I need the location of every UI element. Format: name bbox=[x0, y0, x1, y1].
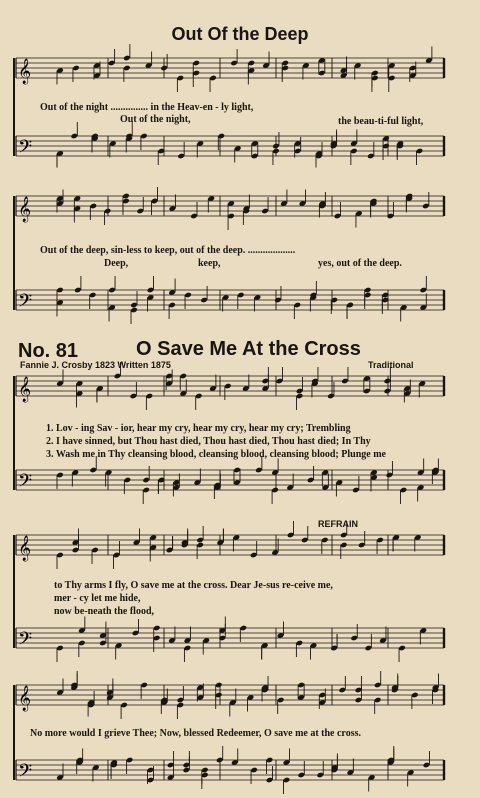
hymn1-lyric-yes: yes, out of the deep. bbox=[318, 258, 402, 269]
svg-text:𝄞: 𝄞 bbox=[18, 536, 32, 561]
system3-line: No more would I grieve Thee; Now, blessed Redeemer, O save me at the cross. bbox=[30, 728, 361, 739]
svg-text:𝄢: 𝄢 bbox=[18, 137, 33, 162]
hymn-number: No. 81 bbox=[18, 340, 79, 362]
svg-text:𝄞: 𝄞 bbox=[18, 59, 32, 84]
author-credit: Fannie J. Crosby 1823 Written 1875 bbox=[20, 360, 171, 370]
hymn1-lyric-alto2: the beau-ti-ful light, bbox=[338, 116, 424, 127]
hymn1-lyric-keep: keep, bbox=[198, 258, 221, 269]
hymn1-lyric-line1: Out of the night ............... in the Heav-en - ly light, bbox=[40, 102, 254, 113]
verse-3: 3. Wash me in Thy cleansing blood, cleansing blood, cleansing blood; Plunge me bbox=[46, 449, 386, 460]
system2-line3: now be-neath the flood, bbox=[54, 606, 155, 617]
tune-credit: Traditional bbox=[368, 360, 414, 370]
hymn1-lyric-alto1: Out of the night, bbox=[120, 114, 191, 125]
hymn1-title: Out Of the Deep bbox=[171, 24, 309, 44]
refrain-marker: REFRAIN bbox=[318, 519, 358, 529]
verse-2: 2. I have sinned, but Thou hast died, Thou hast died, Thou hast died; In Thy bbox=[46, 436, 371, 447]
verse-1: 1. Lov - ing Sav - ior, hear my cry, hear my cry, hear my cry; Trembling bbox=[46, 423, 351, 434]
hymn2-title: O Save Me At the Cross bbox=[136, 338, 361, 360]
svg-text:𝄞: 𝄞 bbox=[18, 197, 32, 222]
svg-text:𝄢: 𝄢 bbox=[18, 471, 33, 496]
system2-line1: to Thy arms I fly, O save me at the cross. Dear Je-sus re-ceive me, bbox=[54, 580, 333, 591]
svg-text:𝄢: 𝄢 bbox=[18, 761, 33, 786]
system2-line2: mer - cy let me hide, bbox=[54, 593, 141, 604]
svg-text:𝄢: 𝄢 bbox=[18, 291, 33, 316]
svg-text:𝄢: 𝄢 bbox=[18, 629, 33, 654]
svg-text:𝄞: 𝄞 bbox=[18, 686, 32, 711]
hymn1-lyric-line2: Out of the deep, sin-less to keep, out of the deep. ................... bbox=[40, 245, 296, 256]
svg-text:𝄞: 𝄞 bbox=[18, 377, 32, 402]
hymn1-lyric-deep: Deep, bbox=[104, 258, 129, 269]
